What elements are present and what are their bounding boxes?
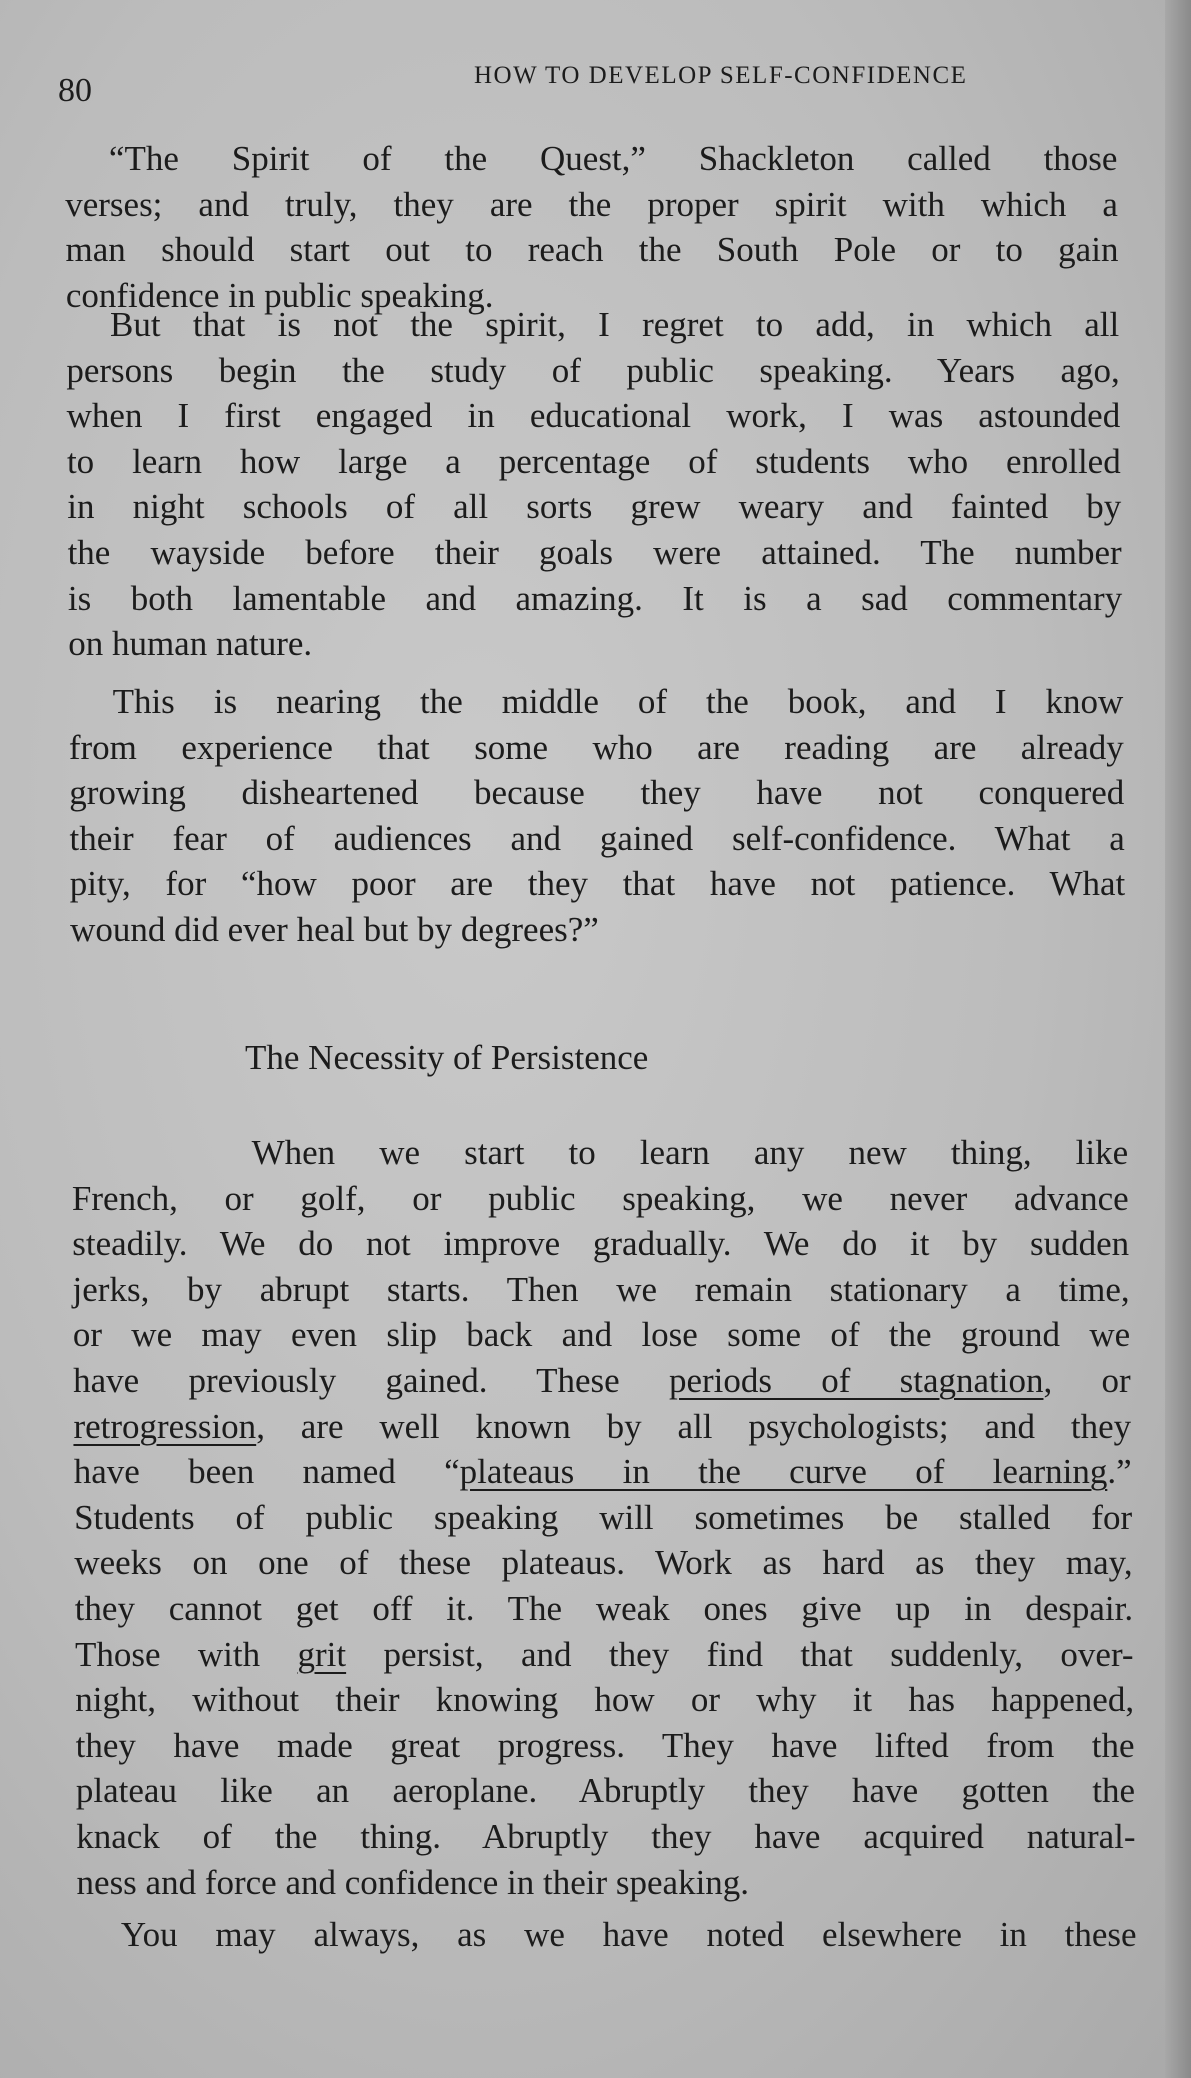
text-line (73, 1359, 1130, 1403)
text-segment: , or (1043, 1361, 1131, 1400)
text-line (66, 228, 1119, 272)
text-segment: ness and force and confidence in their speaking. (76, 1862, 750, 1902)
text-segment: they have made great progress. They have lifted from the (75, 1725, 1135, 1765)
text-line (75, 1678, 1134, 1722)
text-segment: , are well known by all psychologists; and they (256, 1406, 1132, 1446)
text-segment: or we may even slip back and lose some of the ground we (72, 1315, 1131, 1355)
text-line (72, 1177, 1129, 1221)
text-segment: wound did ever heal but by degrees?” (70, 910, 599, 949)
text-segment: is both lamentable and amazing. It is a sad commentary (67, 578, 1123, 618)
text-line (68, 577, 1122, 621)
text-segment: when I first engaged in educational work, I was astounded (66, 396, 1121, 436)
text-line (67, 485, 1121, 529)
text-line (113, 680, 1124, 724)
text-segment: on human nature. (68, 624, 313, 664)
text-segment: Those with (74, 1634, 298, 1674)
text-line (67, 440, 1121, 484)
text-line (72, 1222, 1129, 1266)
text-line (75, 1587, 1133, 1631)
text-line (69, 726, 1124, 770)
text-segment: from experience that some who are reading are already (68, 727, 1124, 767)
text-segment: persist, and they find that suddenly, over- (346, 1634, 1134, 1674)
text-segment: steadily. We do not improve gradually. We do it by sudden (72, 1224, 1130, 1264)
text-line (73, 1313, 1130, 1357)
page-edge-shadow (1165, 0, 1191, 2078)
text-segment: plateau like an aeroplane. Abruptly they have gotten the (75, 1771, 1136, 1811)
text-segment: have previously gained. These (73, 1361, 669, 1400)
underlined-phrase: grit (297, 1634, 347, 1674)
text-segment: the wayside before their goals were attained. The number (67, 533, 1122, 572)
text-line (70, 908, 1126, 952)
text-line (76, 1815, 1135, 1859)
text-segment: have been named “ (73, 1452, 460, 1492)
text-segment: in night schools of all sorts grew weary and fainted by (67, 487, 1122, 527)
text-segment: When we start to learn any new thing, like (251, 1133, 1129, 1172)
text-segment: pity, for “how poor are they that have not patience. What (69, 864, 1126, 904)
text-segment: weeks on one of these plateaus. Work as hard as they may, (74, 1543, 1133, 1583)
text-segment: verses; and truly, they are the proper spirit with which a (65, 184, 1118, 224)
text-line (69, 771, 1124, 815)
section-heading: The Necessity of Persistence (245, 1038, 649, 1077)
running-header: HOW TO DEVELOP SELF-CONFIDENCE (474, 62, 968, 89)
text-line (70, 862, 1125, 906)
text-segment: .” (1107, 1452, 1132, 1492)
text-segment: to learn how large a percentage of students who enrolled (66, 441, 1121, 481)
text-line (74, 1541, 1132, 1585)
text-segment: their fear of audiences and gained self-confidence. What a (69, 818, 1125, 858)
text-segment: persons begin the study of public speaking. Years ago, (66, 350, 1120, 390)
text-line (77, 1861, 1137, 1905)
text-line (74, 1496, 1132, 1540)
text-line (76, 1769, 1135, 1813)
text-line (68, 531, 1122, 575)
underlined-phrase: plateaus in the curve of learning (459, 1452, 1108, 1492)
text-segment: jerks, by abrupt starts. Then we remain stationary a time, (72, 1269, 1130, 1309)
text-line (67, 394, 1121, 438)
text-line (65, 183, 1118, 227)
text-segment: man should start out to reach the South Pole or to gain (65, 230, 1119, 270)
text-line (73, 1268, 1130, 1312)
text-line (110, 303, 1119, 347)
text-line (66, 349, 1119, 393)
text-line (73, 1405, 1131, 1449)
text-line (109, 137, 1118, 181)
text-segment: This is nearing the middle of the book, and I know (112, 682, 1124, 721)
text-segment: “The Spirit of the Quest,” Shackleton called those (108, 139, 1118, 178)
underlined-phrase: retrogression (73, 1406, 257, 1446)
text-line (74, 1450, 1132, 1494)
text-line (75, 1633, 1134, 1677)
text-segment: knack of the thing. Abruptly they have acquired natural- (76, 1817, 1136, 1856)
text-segment: night, without their knowing how or why it has happened, (75, 1680, 1135, 1720)
text-segment: But that is not the spirit, I regret to add, in which all (110, 305, 1120, 344)
text-segment: French, or golf, or public speaking, we never advance (71, 1178, 1129, 1218)
text-line (76, 1724, 1135, 1768)
text-segment: You may always, as we have noted elsewhere in these (120, 1915, 1137, 1954)
text-line (121, 1913, 1137, 1957)
text-segment: Students of public speaking will sometimes be stalled for (74, 1497, 1133, 1537)
text-line (68, 622, 1123, 666)
text-segment: confidence in public speaking. (65, 275, 494, 315)
text-line (70, 817, 1125, 861)
text-line (252, 1131, 1129, 1175)
page-number: 80 (58, 72, 92, 109)
underlined-phrase: periods of stagnation (668, 1361, 1044, 1400)
text-segment: growing disheartened because they have not conquered (69, 773, 1125, 813)
text-segment: they cannot get off it. The weak ones give up in despair. (74, 1589, 1134, 1628)
